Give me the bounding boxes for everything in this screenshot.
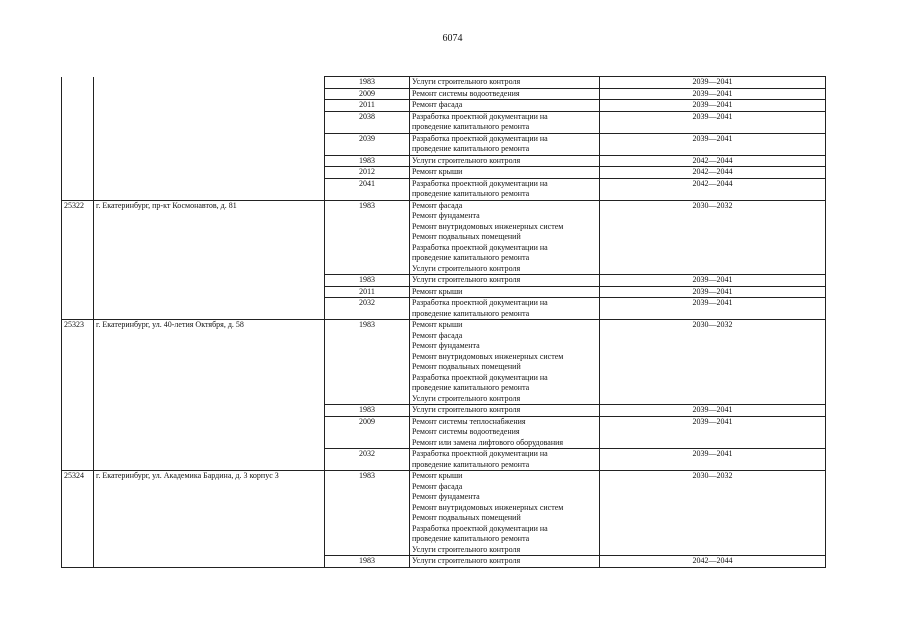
commissioning-year: 1983 bbox=[325, 77, 410, 89]
object-address: г. Екатеринбург, ул. Академика Бардина, д. 3 корпус 3 bbox=[94, 471, 325, 568]
work-type: Разработка проектной документации на проведение капитального ремонта bbox=[410, 449, 600, 471]
object-address: г. Екатеринбург, пр-кт Космонавтов, д. 81 bbox=[94, 200, 325, 320]
commissioning-year: 2011 bbox=[325, 286, 410, 298]
planned-period: 2039—2041 bbox=[600, 298, 826, 320]
commissioning-year: 1983 bbox=[325, 275, 410, 287]
work-type: Ремонт системы водоотведения bbox=[410, 88, 600, 100]
commissioning-year: 2032 bbox=[325, 449, 410, 471]
object-address: г. Екатеринбург, ул. 40-летия Октября, д. 58 bbox=[94, 320, 325, 471]
page-number: 6074 bbox=[442, 33, 463, 44]
planned-period: 2039—2041 bbox=[600, 100, 826, 112]
work-type: Ремонт системы теплоснабжения Ремонт системы водоотведения Ремонт или замена лифтового оборудования bbox=[410, 416, 600, 449]
commissioning-year: 1983 bbox=[325, 556, 410, 568]
work-type: Ремонт крыши bbox=[410, 286, 600, 298]
commissioning-year: 1983 bbox=[325, 200, 410, 275]
table-row bbox=[62, 200, 826, 275]
work-type: Разработка проектной документации на проведение капитального ремонта bbox=[410, 111, 600, 133]
work-type: Ремонт крыши Ремонт фасада Ремонт фундамента Ремонт внутридомовых инженерных систем Ремонт подвальных помещений Разработка проектной документации на проведение капитального ремонта Услуги строительного контроля bbox=[410, 471, 600, 556]
planned-period: 2039—2041 bbox=[600, 275, 826, 287]
commissioning-year: 1983 bbox=[325, 471, 410, 556]
object-id: 25322 bbox=[62, 200, 94, 320]
commissioning-year: 1983 bbox=[325, 155, 410, 167]
work-type: Услуги строительного контроля bbox=[410, 556, 600, 568]
planned-period: 2039—2041 bbox=[600, 77, 826, 89]
table-row bbox=[62, 471, 826, 556]
object-id: 25324 bbox=[62, 471, 94, 568]
table-row bbox=[62, 320, 826, 405]
planned-period: 2039—2041 bbox=[600, 111, 826, 133]
commissioning-year: 2038 bbox=[325, 111, 410, 133]
work-type: Разработка проектной документации на проведение капитального ремонта bbox=[410, 178, 600, 200]
commissioning-year: 2039 bbox=[325, 133, 410, 155]
table-body bbox=[62, 77, 826, 568]
commissioning-year: 2032 bbox=[325, 298, 410, 320]
planned-period: 2030—2032 bbox=[600, 471, 826, 556]
planned-period: 2030—2032 bbox=[600, 200, 826, 275]
planned-period: 2030—2032 bbox=[600, 320, 826, 405]
work-type: Разработка проектной документации на проведение капитального ремонта bbox=[410, 133, 600, 155]
work-type: Услуги строительного контроля bbox=[410, 155, 600, 167]
work-type: Ремонт крыши Ремонт фасада Ремонт фундамента Ремонт внутридомовых инженерных систем Ремонт подвальных помещений Разработка проектной документации на проведение капитального ремонта Услуги строительного контроля bbox=[410, 320, 600, 405]
planned-period: 2039—2041 bbox=[600, 133, 826, 155]
commissioning-year: 1983 bbox=[325, 405, 410, 417]
work-type: Ремонт крыши bbox=[410, 167, 600, 179]
planned-period: 2042—2044 bbox=[600, 155, 826, 167]
work-type: Ремонт фасада Ремонт фундамента Ремонт внутридомовых инженерных систем Ремонт подвальных помещений Разработка проектной документации на проведение капитального ремонта Услуги строительного контроля bbox=[410, 200, 600, 275]
work-type: Ремонт фасада bbox=[410, 100, 600, 112]
planned-period: 2042—2044 bbox=[600, 556, 826, 568]
planned-period: 2039—2041 bbox=[600, 449, 826, 471]
object-id bbox=[62, 77, 94, 201]
planned-period: 2042—2044 bbox=[600, 167, 826, 179]
commissioning-year: 2012 bbox=[325, 167, 410, 179]
commissioning-year: 1983 bbox=[325, 320, 410, 405]
work-type: Услуги строительного контроля bbox=[410, 405, 600, 417]
planned-period: 2039—2041 bbox=[600, 405, 826, 417]
commissioning-year: 2009 bbox=[325, 416, 410, 449]
commissioning-year: 2009 bbox=[325, 88, 410, 100]
planned-period: 2042—2044 bbox=[600, 178, 826, 200]
planned-period: 2039—2041 bbox=[600, 286, 826, 298]
table-row bbox=[62, 77, 826, 89]
commissioning-year: 2011 bbox=[325, 100, 410, 112]
planned-period: 2039—2041 bbox=[600, 88, 826, 100]
planned-period: 2039—2041 bbox=[600, 416, 826, 449]
object-address bbox=[94, 77, 325, 201]
work-type: Услуги строительного контроля bbox=[410, 275, 600, 287]
commissioning-year: 2041 bbox=[325, 178, 410, 200]
object-id: 25323 bbox=[62, 320, 94, 471]
work-type: Услуги строительного контроля bbox=[410, 77, 600, 89]
repair-schedule-table bbox=[61, 76, 826, 568]
work-type: Разработка проектной документации на проведение капитального ремонта bbox=[410, 298, 600, 320]
